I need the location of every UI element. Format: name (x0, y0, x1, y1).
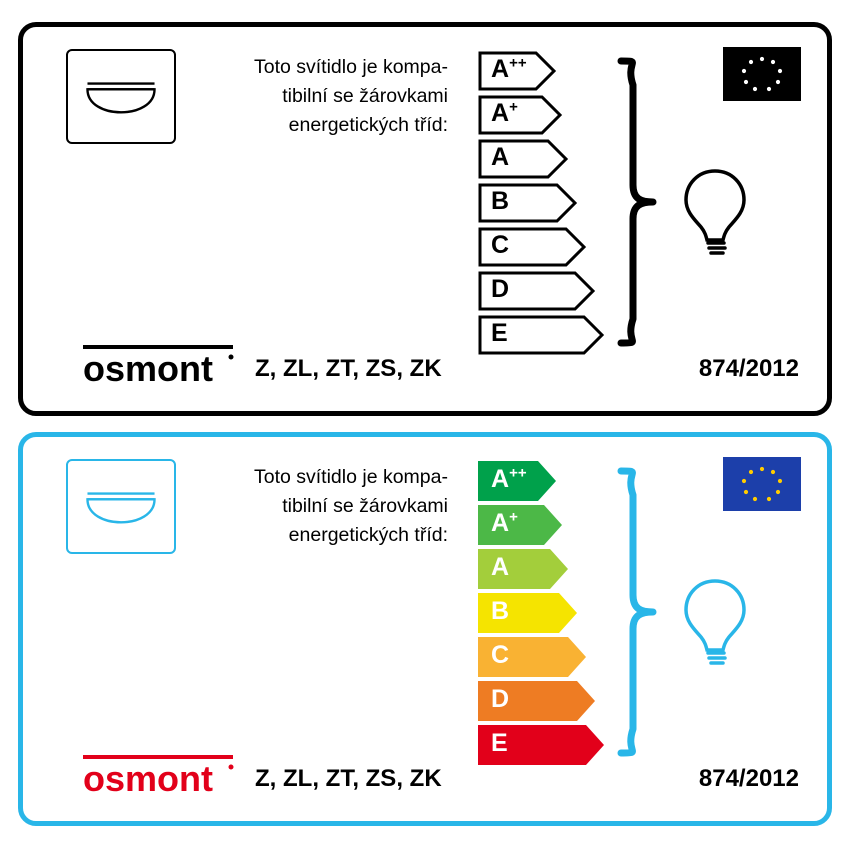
headline-line-1: Toto svítidlo je kompa- (253, 466, 448, 488)
energy-class-label: A (491, 143, 510, 171)
wall-luminaire-glyph (68, 51, 174, 142)
wall-luminaire-icon (66, 459, 176, 554)
energy-class-label: D (491, 685, 510, 713)
energy-class-arrow (478, 139, 618, 179)
energy-class-arrow-list (478, 461, 618, 769)
energy-label-card-color (18, 432, 832, 826)
headline-text (198, 463, 448, 550)
energy-class-arrow (478, 95, 618, 135)
model-list: Z, ZL, ZT, ZS, ZK (255, 355, 442, 382)
energy-class-label: C (491, 641, 510, 669)
energy-class-arrow (478, 315, 618, 355)
energy-class-arrow (478, 271, 618, 311)
energy-class-arrow (478, 593, 618, 633)
energy-class-label: D (491, 275, 510, 303)
logo-wordmark: osmont (83, 758, 213, 799)
eu-flag-icon (723, 457, 801, 511)
energy-class-label: C (491, 231, 510, 259)
logo-wordmark: osmont (83, 348, 213, 389)
headline-line-2: tibilní se žárovkami (282, 85, 448, 107)
wall-luminaire-glyph (68, 461, 174, 552)
osmont-logo (81, 751, 241, 799)
regulation-number: 874/2012 (698, 355, 799, 382)
energy-class-label: B (491, 597, 510, 625)
energy-class-label: A+ (491, 508, 518, 537)
model-list: Z, ZL, ZT, ZS, ZK (255, 765, 442, 792)
energy-class-arrow (478, 725, 618, 765)
headline-text (198, 53, 448, 140)
energy-class-label: E (491, 729, 508, 757)
energy-class-label: A++ (491, 464, 527, 493)
headline-line-3: energetických tříd: (288, 524, 448, 546)
energy-class-arrow (478, 637, 618, 677)
light-bulb-icon (678, 577, 752, 667)
energy-class-arrow (478, 183, 618, 223)
wall-luminaire-icon (66, 49, 176, 144)
regulation-number: 874/2012 (698, 765, 799, 792)
energy-class-label: B (491, 187, 510, 215)
energy-class-label: E (491, 319, 508, 347)
energy-class-label: A+ (491, 98, 518, 127)
brace-icon (615, 57, 661, 347)
energy-class-label: A (491, 553, 510, 581)
energy-label-card-monochrome (18, 22, 832, 416)
energy-class-arrow (478, 51, 618, 91)
headline-line-3: energetických tříd: (288, 114, 448, 136)
energy-class-arrow (478, 227, 618, 267)
light-bulb-icon (678, 167, 752, 257)
headline-line-1: Toto svítidlo je kompa- (253, 56, 448, 78)
osmont-logo (81, 341, 241, 389)
energy-class-arrow (478, 505, 618, 545)
energy-class-arrow (478, 681, 618, 721)
energy-class-arrow (478, 549, 618, 589)
energy-class-arrow-list (478, 51, 618, 359)
brace-icon (615, 467, 661, 757)
energy-class-label: A++ (491, 54, 527, 83)
headline-line-2: tibilní se žárovkami (282, 495, 448, 517)
energy-class-arrow (478, 461, 618, 501)
eu-flag-icon (723, 47, 801, 101)
